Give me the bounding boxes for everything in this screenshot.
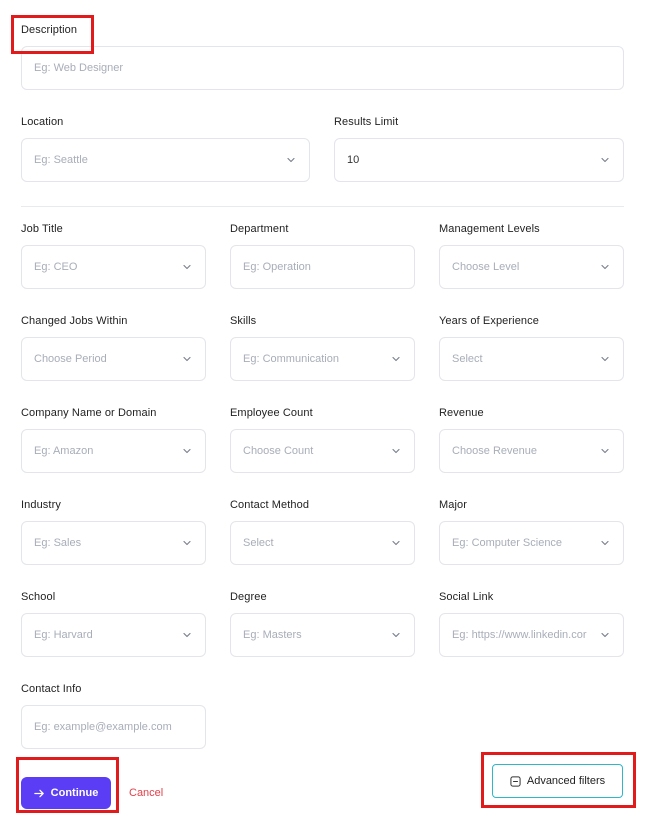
arrow-right-icon — [34, 788, 45, 799]
social-link-placeholder: Eg: https://www.linkedin.cor — [452, 629, 587, 641]
chevron-down-icon — [599, 353, 611, 365]
minus-square-icon — [510, 776, 521, 787]
job-title-placeholder: Eg: CEO — [34, 261, 78, 273]
cancel-button[interactable]: Cancel — [129, 787, 164, 799]
school-select[interactable] — [21, 613, 206, 657]
chevron-down-icon — [181, 353, 193, 365]
employee-count-select[interactable] — [230, 429, 415, 473]
chevron-down-icon — [390, 629, 402, 641]
contact-method-label: Contact Method — [230, 499, 310, 511]
school-label: School — [21, 591, 56, 603]
job-title-select[interactable] — [21, 245, 206, 289]
chevron-down-icon — [181, 537, 193, 549]
major-placeholder: Eg: Computer Science — [452, 537, 563, 549]
company-label: Company Name or Domain — [21, 407, 157, 419]
contact-method-select[interactable] — [230, 521, 415, 565]
chevron-down-icon — [181, 261, 193, 273]
location-placeholder: Eg: Seattle — [34, 154, 88, 166]
chevron-down-icon — [390, 537, 402, 549]
chevron-down-icon — [599, 629, 611, 641]
industry-label: Industry — [21, 499, 61, 511]
description-input[interactable] — [21, 46, 624, 90]
contact-method-placeholder: Select — [243, 537, 274, 549]
advanced-filters-label: Advanced filters — [526, 775, 606, 787]
continue-label: Continue — [50, 787, 99, 799]
employee-count-label: Employee Count — [230, 407, 313, 419]
industry-select[interactable] — [21, 521, 206, 565]
chevron-down-icon — [285, 154, 297, 166]
chevron-down-icon — [181, 629, 193, 641]
skills-label: Skills — [230, 315, 257, 327]
department-label: Department — [230, 223, 289, 235]
degree-select[interactable] — [230, 613, 415, 657]
results-limit-label: Results Limit — [334, 116, 399, 128]
location-label: Location — [21, 116, 64, 128]
social-link-select[interactable] — [439, 613, 624, 657]
section-divider — [21, 206, 624, 207]
contact-info-input[interactable] — [21, 705, 206, 749]
description-placeholder: Eg: Web Designer — [34, 62, 124, 74]
skills-placeholder: Eg: Communication — [243, 353, 339, 365]
chevron-down-icon — [599, 537, 611, 549]
continue-button[interactable] — [21, 777, 111, 809]
job-title-label: Job Title — [21, 223, 63, 235]
changed-jobs-placeholder: Choose Period — [34, 353, 107, 365]
changed-jobs-label: Changed Jobs Within — [21, 315, 128, 327]
department-input[interactable] — [230, 245, 415, 289]
school-placeholder: Eg: Harvard — [34, 629, 93, 641]
skills-select[interactable] — [230, 337, 415, 381]
degree-label: Degree — [230, 591, 267, 603]
degree-placeholder: Eg: Masters — [243, 629, 302, 641]
location-select[interactable] — [21, 138, 310, 182]
employee-count-placeholder: Choose Count — [243, 445, 314, 457]
management-levels-select[interactable] — [439, 245, 624, 289]
description-label: Description — [21, 24, 78, 36]
years-experience-select[interactable] — [439, 337, 624, 381]
results-limit-value: 10 — [347, 154, 360, 166]
advanced-filters-button[interactable] — [492, 764, 623, 798]
department-placeholder: Eg: Operation — [243, 261, 311, 273]
company-placeholder: Eg: Amazon — [34, 445, 94, 457]
chevron-down-icon — [599, 261, 611, 273]
contact-info-label: Contact Info — [21, 683, 82, 695]
results-limit-select[interactable] — [334, 138, 624, 182]
changed-jobs-select[interactable] — [21, 337, 206, 381]
social-link-label: Social Link — [439, 591, 494, 603]
chevron-down-icon — [390, 445, 402, 457]
chevron-down-icon — [390, 353, 402, 365]
revenue-select[interactable] — [439, 429, 624, 473]
revenue-placeholder: Choose Revenue — [452, 445, 538, 457]
years-experience-placeholder: Select — [452, 353, 483, 365]
major-select[interactable] — [439, 521, 624, 565]
chevron-down-icon — [599, 154, 611, 166]
chevron-down-icon — [181, 445, 193, 457]
major-label: Major — [439, 499, 468, 511]
management-levels-placeholder: Choose Level — [452, 261, 520, 273]
industry-placeholder: Eg: Sales — [34, 537, 82, 549]
chevron-down-icon — [599, 445, 611, 457]
company-select[interactable] — [21, 429, 206, 473]
revenue-label: Revenue — [439, 407, 484, 419]
years-experience-label: Years of Experience — [439, 315, 539, 327]
management-levels-label: Management Levels — [439, 223, 540, 235]
contact-info-placeholder: Eg: example@example.com — [34, 721, 172, 733]
